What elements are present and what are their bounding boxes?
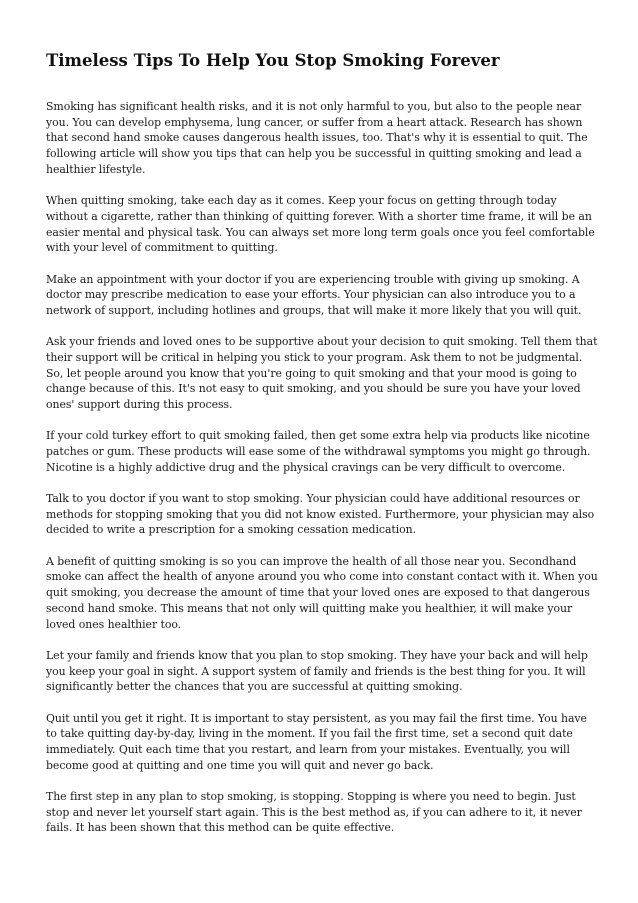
paragraph-10: The first step in any plan to stop smoking, is stopping. Stopping is where you need to begin. Just stop and never let yourself start again. This is the best method as, if you can adhere to it, it never fails. It has been shown that this method can be quite effective. — [46, 789, 582, 835]
document-title: Timeless Tips To Help You Stop Smoking Forever — [46, 51, 500, 70]
paragraph-8: Let your family and friends know that you plan to stop smoking. They have your back and will help you keep your goal in sight. A support system of family and friends is the best thing for you. It will significantly better the chances that you are successful at quitting smoking. — [46, 648, 588, 694]
paragraph-4: Ask your friends and loved ones to be supportive about your decision to quit smoking. Tell them that their support will be critical in helping you stick to your program. Ask them to not be judgmental. So, let people around you know that you're going to quit smoking and that your mood is going to change because of this. It's not easy to quit smoking, and you should be sure you have your loved ones' support during this process. — [46, 335, 598, 412]
paragraph-2: When quitting smoking, take each day as it comes. Keep your focus on getting through today without a cigarette, rather than thinking of quitting forever. With a shorter time frame, it will be an easier mental and physical task. You can always set more long term goals once you feel comfortable with your level of commitment to quitting. — [46, 194, 595, 255]
paragraph-3: Make an appointment with your doctor if you are experiencing trouble with giving up smoking. A doctor may prescribe medication to ease your efforts. Your physician can also introduce you to a network of support, including hotlines and groups, that will make it more likely that you will quit. — [46, 272, 582, 317]
paragraph-1: Smoking has significant health risks, and it is not only harmful to you, but also to the people near you. You can develop emphysema, lung cancer, or suffer from a heart attack. Research has shown that second hand smoke causes dangerous health issues, too. That's why it is essential to quit. The following article will show you tips that can help you be successful in quitting smoking and lead a healthier lifestyle. — [46, 100, 588, 176]
paragraph-6: Talk to you doctor if you want to stop smoking. Your physician could have additional resources or methods for stopping smoking that you did not know existed. Furthermore, your physician may also decided to write a prescription for a smoking cessation medication. — [46, 492, 595, 537]
paragraph-9: Quit until you get it right. It is important to stay persistent, as you may fail the first time. You have to take quitting day-by-day, living in the moment. If you fail the first time, set a second quit date immediately. Quit each time that you restart, and learn from your mistakes. Eventually, you will become good at quitting and one time you will quit and never go back. — [46, 711, 587, 772]
document-body — [46, 50, 598, 852]
paragraph-7: A benefit of quitting smoking is so you can improve the health of all those near you. Secondhand smoke can affect the health of anyone around you who come into constant contact with it. When you quit smoking, you decrease the amount of time that your loved ones are exposed to that dangerous second hand smoke. This means that not only will quitting make you healthier, it will make your loved ones healthier too. — [46, 554, 598, 631]
paragraph-5: If your cold turkey effort to quit smoking failed, then get some extra help via products like nicotine patches or gum. These products will ease some of the withdrawal symptoms you might go through. Nicotine is a highly addictive drug and the physical cravings can be very difficult to overcome. — [46, 429, 591, 474]
